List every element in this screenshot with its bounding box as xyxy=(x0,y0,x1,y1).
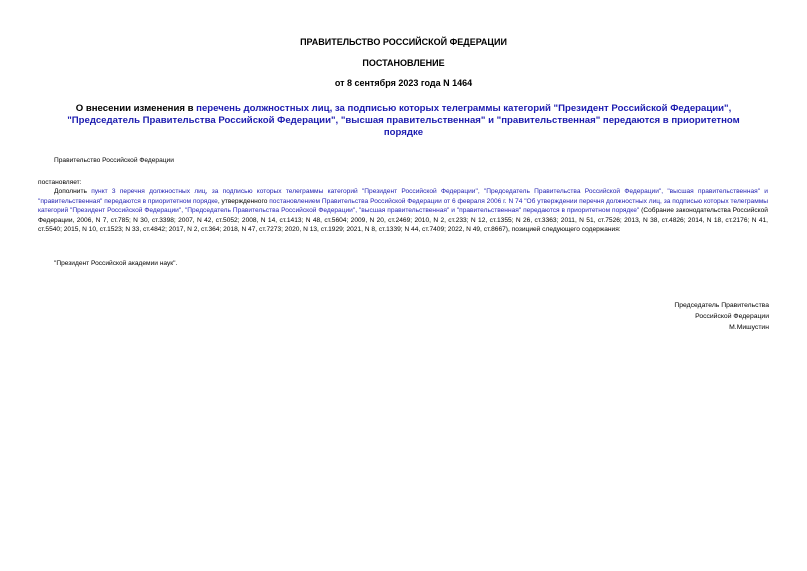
title-prefix: О внесении изменения в xyxy=(75,103,197,114)
quoted-position: "Президент Российской академии наук". xyxy=(54,260,178,267)
signature-name: М.Мишустин xyxy=(729,324,769,331)
document-kind-heading: ПОСТАНОВЛЕНИЕ xyxy=(362,58,445,68)
document-title xyxy=(50,103,757,139)
paragraph-mid: , утвержденного xyxy=(217,197,270,205)
signature-title: Председатель Правительства xyxy=(674,302,769,309)
document-date-number: от 8 сентября 2023 года N 1464 xyxy=(334,78,473,88)
signature-country: Российской Федерации xyxy=(695,313,769,320)
paragraph-end: (Собрание законодательства Российской Федерации, 2006, N 7, ст.785; N 30, ст.3398; 2007, N 42, ст.5052; 2008, N 14, ст.1413; N 48, ст.5604; 2009, N 20, ст.2469; 2010, N 2, ст.233; N 12, ст.1355; N 26, ст.3363; 2011, N 51, ст.7526; 2013, N 38, ст.4826; 2014, N 18, ст.2176; N 41, ст.5540; 2015, N 10, ст.1523; N 33, ст.4842; 2017, N 2, ст.364; 2018, N 47, ст.7273; 2020, N 13, ст.1929; 2021, N 8, ст.1339; N 44, ст.7409; 2022, N 49, ст.8667), позицией следующего содержания: xyxy=(38,207,768,234)
title-link[interactable]: перечень должностных лиц, за подписью которых телеграммы категорий "Президент Российской Федерации", "Председатель Правительства Российской Федерации", "высшая правительственная" и "правительственная" передаются в приоритетном порядке xyxy=(67,103,740,138)
main-paragraph xyxy=(38,187,768,235)
paragraph-start: Дополнить xyxy=(54,188,92,195)
paragraph-link-list[interactable]: пункт 3 перечня должностных лиц, за подписью которых телеграммы категорий "Президент Российской Федерации", "Председатель Правительства Российской Федерации", "высшая правительственная" и "правительственная" передаются в приоритетном порядке xyxy=(38,188,768,205)
decrees-word: постановляет: xyxy=(38,179,82,186)
signature-block xyxy=(674,300,769,333)
paragraph-link-decree[interactable]: постановлением Правительства Российской Федерации от 6 февраля 2006 г. N 74 "Об утверждении перечня должностных лиц, за подписью которых телеграммы категорий "Президент Российской Федерации", "Председатель Правительства Российской Федерации", "высшая правительственная" и "правительственная" передаются в приоритетном порядке" xyxy=(38,197,768,215)
government-heading: ПРАВИТЕЛЬСТВО РОССИЙСКОЙ ФЕДЕРАЦИИ xyxy=(300,37,507,47)
intro-text: Правительство Российской Федерации xyxy=(54,157,174,164)
